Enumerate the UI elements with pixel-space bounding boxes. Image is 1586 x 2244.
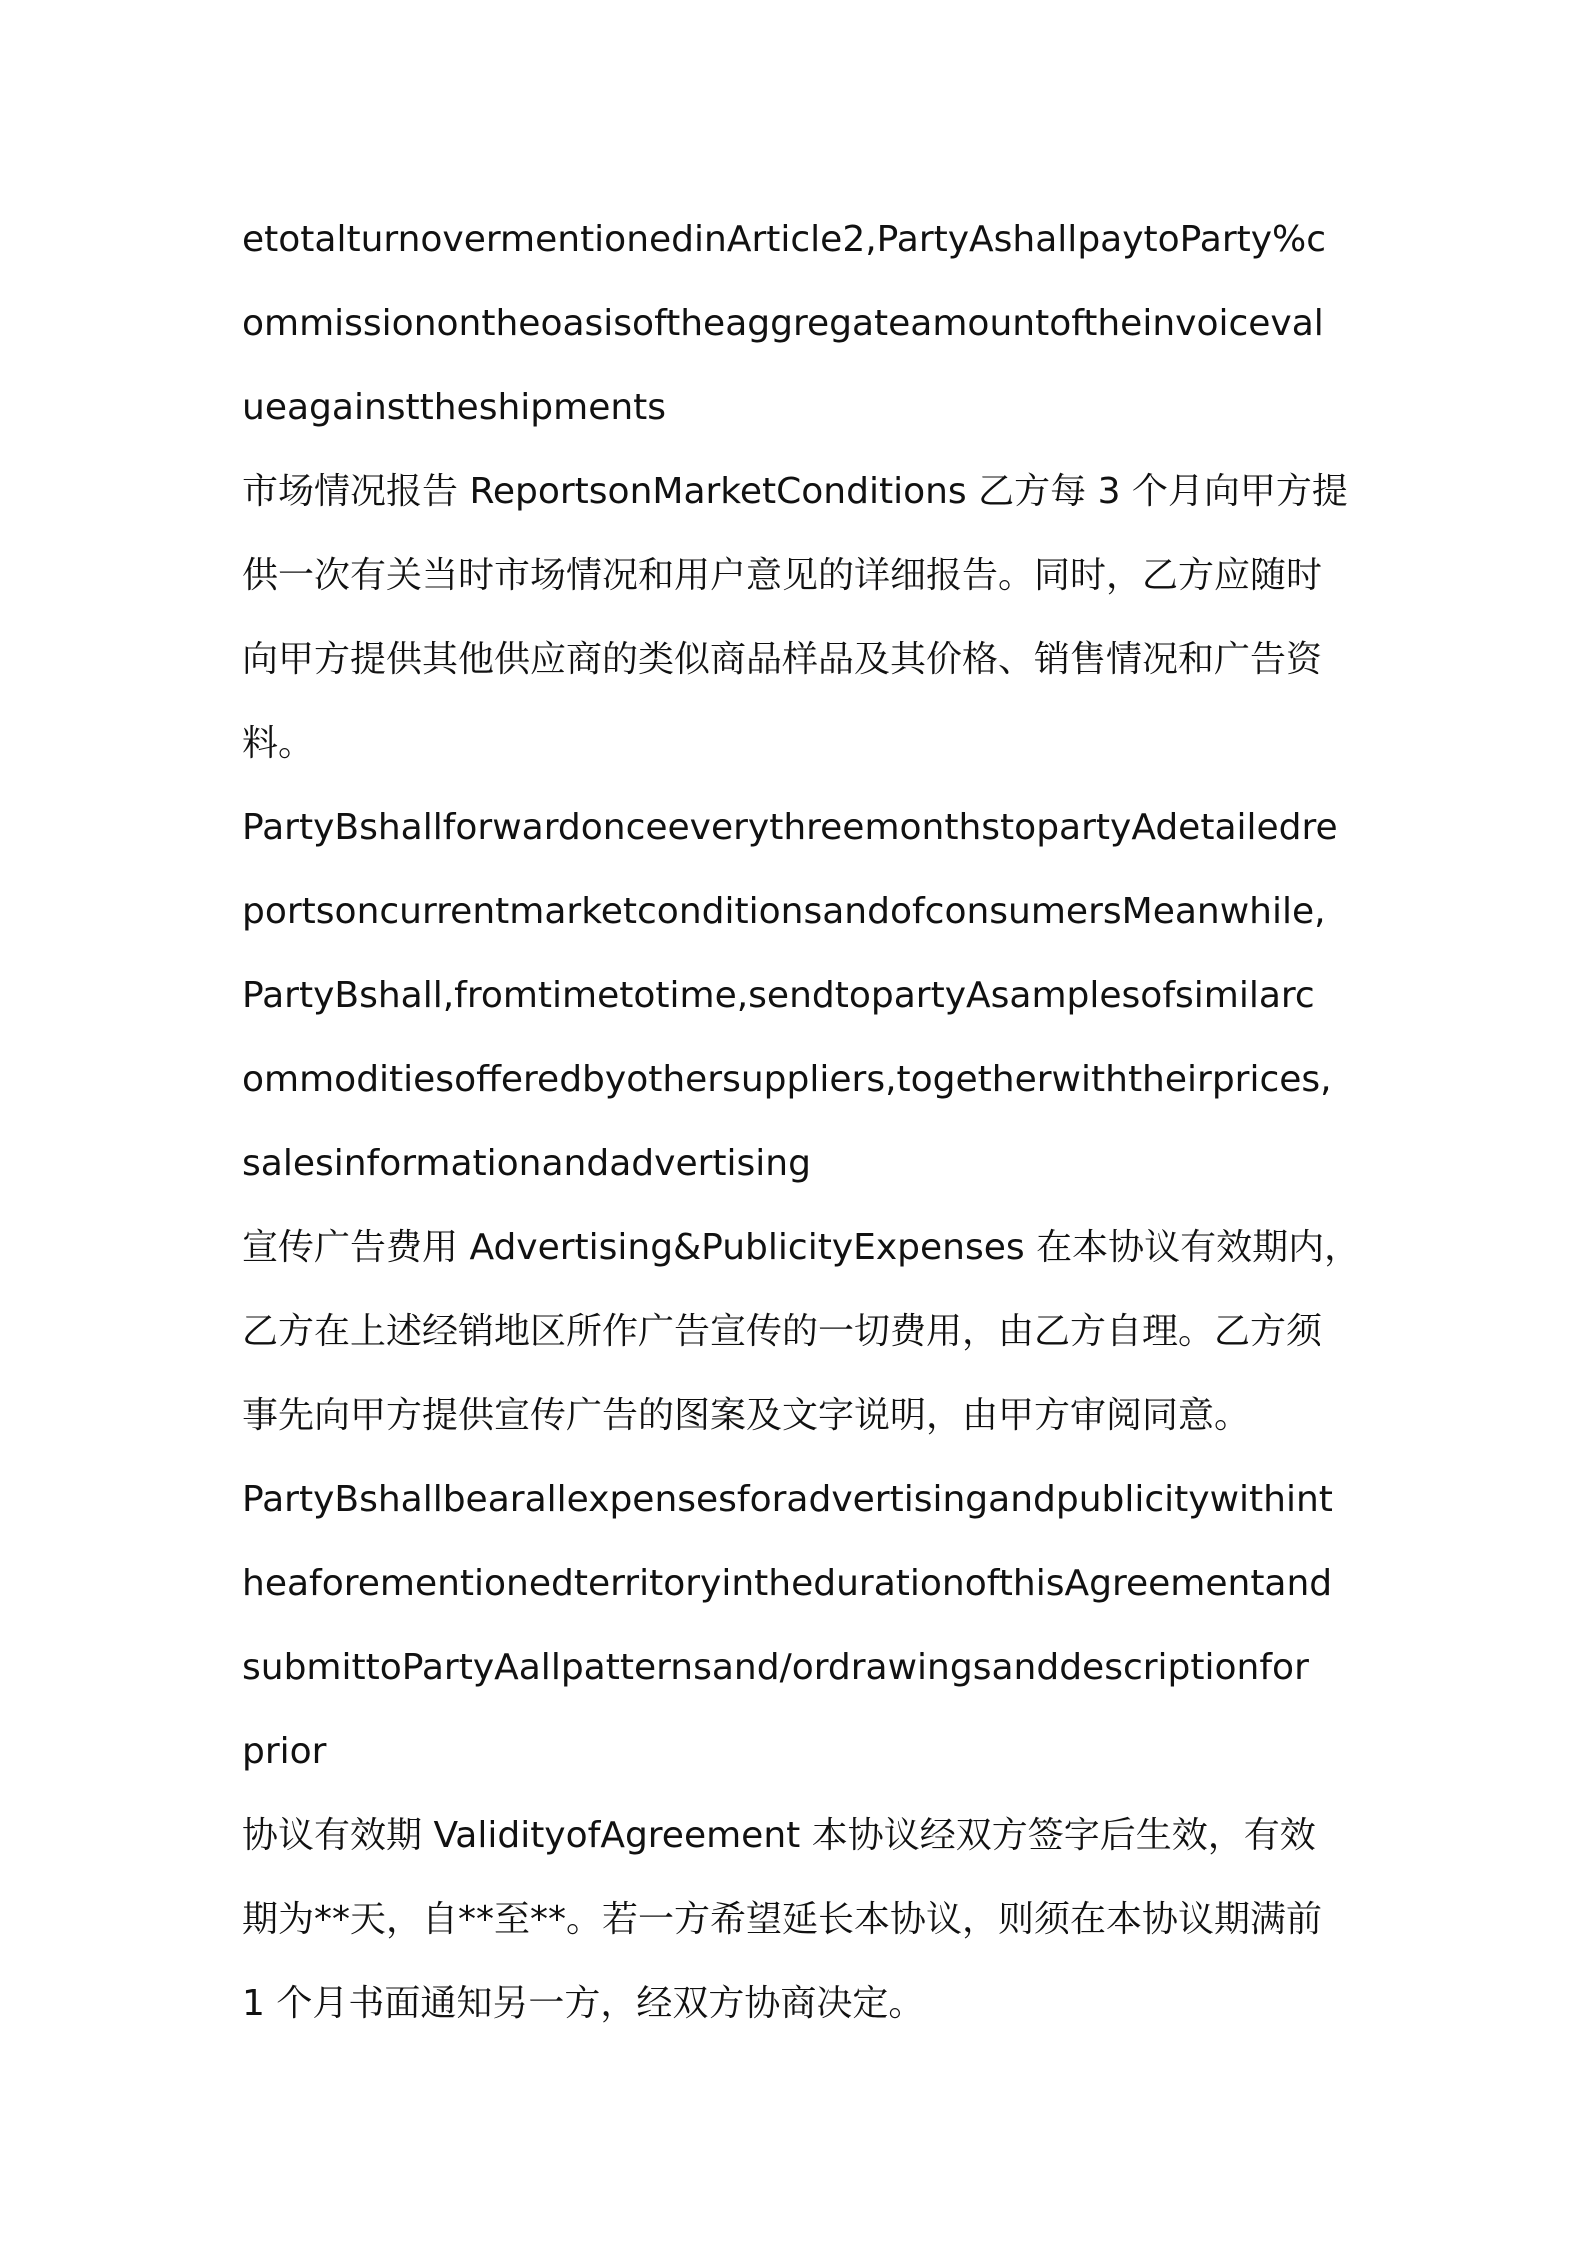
text-line: etotalturnovermentionedinArticle2,PartyAshallpaytoParty%c	[242, 219, 1327, 260]
text-line: heaforementionedterritoryinthedurationofthisAgreementand	[242, 1563, 1333, 1604]
text-line: 期为**天，自**至**。若一方希望延长本协议，则须在本协议期满前	[242, 1899, 1323, 1940]
text-line: ommissionontheoasisoftheaggregateamountoftheinvoiceval	[242, 303, 1324, 344]
text-line: 协议有效期 ValidityofAgreement 本协议经双方签字后生效，有效	[242, 1815, 1316, 1856]
text-line: 1 个月书面通知另一方，经双方协商决定。	[242, 1983, 925, 2024]
text-line: 供一次有关当时市场情况和用户意见的详细报告。同时，乙方应随时	[242, 555, 1323, 596]
text-line: ommoditiesofferedbyothersuppliers,togetherwiththeirprices,	[242, 1059, 1332, 1100]
document-body	[242, 198, 1362, 2046]
text-line: PartyBshallforwardonceeverythreemonthstopartyAdetailedre	[242, 807, 1338, 848]
text-line: ueagainsttheshipments	[242, 387, 667, 428]
text-line: submittoPartyAallpatternsand/ordrawingsanddescriptionfor	[242, 1647, 1309, 1688]
text-line: 市场情况报告 ReportsonMarketConditions 乙方每 3 个月向甲方提	[242, 471, 1348, 512]
text-line: salesinformationandadvertising	[242, 1143, 811, 1184]
text-line: 料。	[242, 723, 315, 764]
text-line: PartyBshallbearallexpensesforadvertisingandpublicitywithint	[242, 1479, 1333, 1520]
text-line: 宣传广告费用 Advertising&PublicityExpenses 在本协议有效期内，	[242, 1227, 1361, 1268]
text-line: 乙方在上述经销地区所作广告宣传的一切费用，由乙方自理。乙方须	[242, 1311, 1323, 1352]
text-line: portsoncurrentmarketconditionsandofconsumersMeanwhile,	[242, 891, 1326, 932]
text-line: PartyBshall,fromtimetotime,sendtopartyAsamplesofsimilarc	[242, 975, 1315, 1016]
text-line: 向甲方提供其他供应商的类似商品样品及其价格、销售情况和广告资	[242, 639, 1323, 680]
text-line: 事先向甲方提供宣传广告的图案及文字说明，由甲方审阅同意。	[242, 1395, 1251, 1436]
text-line: prior	[242, 1731, 327, 1772]
